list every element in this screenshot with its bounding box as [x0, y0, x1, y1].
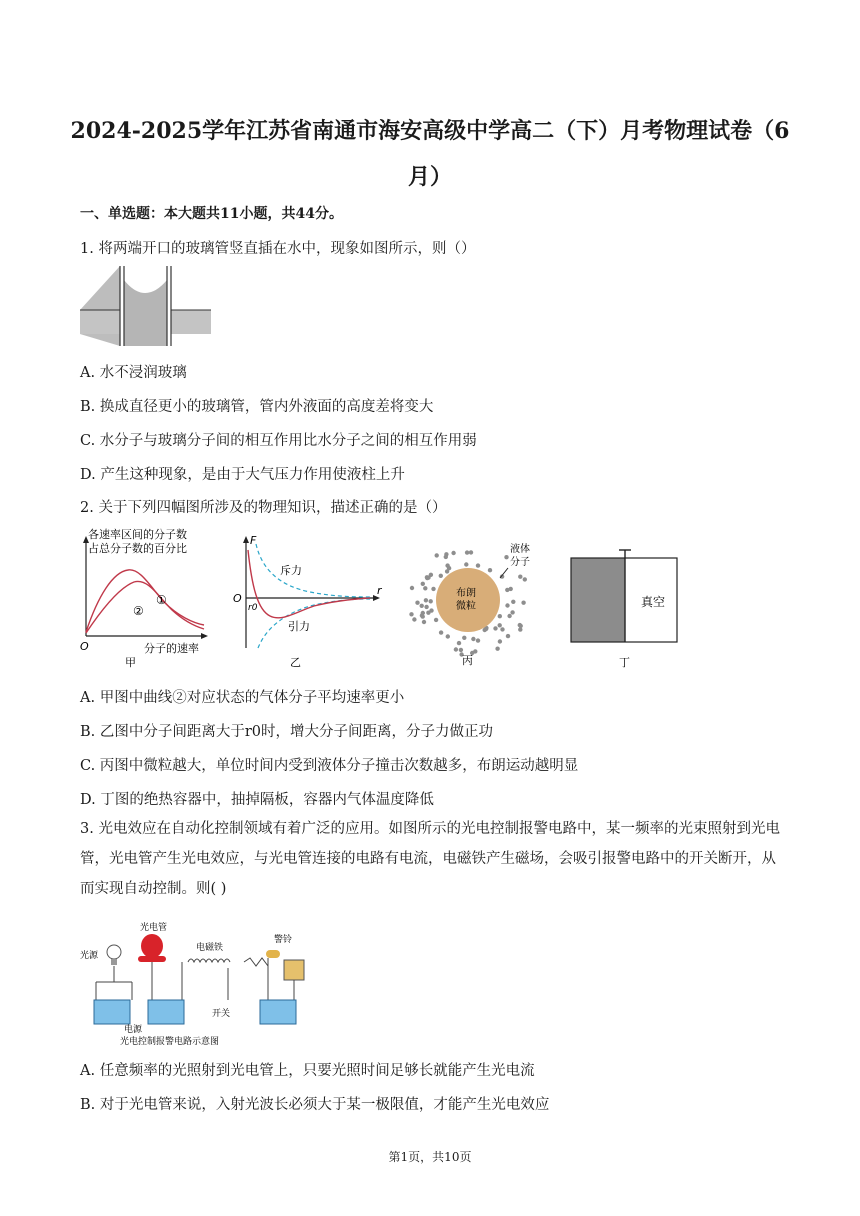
q3-stem: 3. 光电效应在自动化控制领域有着广泛的应用。如图所示的光电控制报警电路中，某一频率的光束照射到光电管，光电管产生光电效应，与光电管连接的电路有电流，电磁铁产生磁场，会吸引报警电路中的开关断开，从而实现自动控制。则( ) [80, 821, 780, 897]
yi-repel-label: 斥力 [280, 564, 302, 577]
liquid-molecule [459, 648, 463, 652]
ding-caption: 丁 [619, 656, 630, 669]
liquid-molecule [505, 603, 509, 607]
circuit-power-label: 电源 [124, 1025, 143, 1035]
circuit-caption: 光电控制报警电路示意图 [120, 1037, 220, 1046]
liquid-molecule [518, 575, 522, 579]
q1-option-a: A. 水不浸润玻璃 [80, 365, 187, 381]
figure-yi [230, 530, 390, 670]
liquid-molecule [429, 573, 433, 577]
liquid-molecule [488, 568, 492, 572]
liquid-molecule [435, 553, 439, 557]
liquid-molecule [422, 620, 426, 624]
liquid-molecule [473, 649, 477, 653]
liquid-molecule [506, 634, 510, 638]
bing-liquid-1: 液体 [510, 544, 530, 555]
figure-jia [78, 526, 218, 670]
q2-option-d: D. 丁图的绝热容器中，抽掉隔板，容器内气体温度降低 [80, 792, 434, 808]
jia-origin: O [80, 640, 89, 653]
jia-ylabel-2: 占总分子数的百分比 [88, 542, 187, 555]
page-title: 2024-2025学年江苏省南通市海安高级中学高二（下）月考物理试卷（6月） [70, 118, 790, 190]
q3-option-a: A. 任意频率的光照射到光电管上，只要光照时间足够长就能产生光电流 [80, 1063, 535, 1079]
liquid-molecule [476, 638, 480, 642]
jia-ylabel-1: 各速率区间的分子数 [88, 528, 187, 541]
liquid-molecule [454, 647, 458, 651]
liquid-molecule [462, 636, 466, 640]
q1-figure [80, 266, 211, 346]
bing-caption: 丙 [462, 654, 473, 667]
q2-option-b: B. 乙图中分子间距离大于r0时，增大分子间距离，分子力做正功 [80, 724, 494, 740]
liquid-molecule [446, 634, 450, 638]
liquid-molecule [429, 608, 433, 612]
jia-caption: 甲 [125, 656, 136, 669]
liquid-molecule [465, 550, 469, 554]
liquid-molecule [471, 637, 475, 641]
liquid-molecule [423, 586, 427, 590]
page-footer: 第1页，共10页 [388, 1150, 472, 1164]
q2-option-c: C. 丙图中微粒越大，单位时间内受到液体分子撞击次数越多，布朗运动越明显 [80, 758, 579, 774]
liquid-molecule [429, 599, 433, 603]
liquid-molecule [493, 626, 497, 630]
q1-stem: 1. 将两端开口的玻璃管竖直插在水中，现象如图所示，则（） [80, 241, 476, 257]
liquid-molecule [420, 604, 424, 608]
jia-curve-1-label: ① [156, 593, 167, 607]
liquid-molecule [511, 600, 515, 604]
liquid-molecule [431, 587, 435, 591]
q2-option-a: A. 甲图中曲线②对应状态的气体分子平均速率更小 [80, 690, 405, 706]
circuit-switch-label: 开关 [212, 1009, 231, 1019]
liquid-molecule [469, 550, 473, 554]
liquid-molecule [421, 611, 425, 615]
liquid-molecule [434, 618, 438, 622]
liquid-molecule [409, 612, 413, 616]
liquid-molecule [510, 610, 514, 614]
liquid-molecule [498, 614, 502, 618]
liquid-molecule [439, 574, 443, 578]
liquid-molecule [500, 627, 504, 631]
q3-option-b: B. 对于光电管来说，入射光波长必须大于某一极限值，才能产生光电效应 [80, 1097, 550, 1113]
yi-axis-r: r [377, 584, 382, 597]
circuit-tube-label: 光电管 [140, 923, 168, 933]
jia-curve-2-label: ② [133, 604, 144, 618]
liquid-molecule [412, 617, 416, 621]
liquid-molecule [498, 639, 502, 643]
bing-particle-2: 微粒 [456, 601, 476, 612]
liquid-molecule [425, 575, 429, 579]
bing-liquid-2: 分子 [510, 557, 530, 568]
figure-bing [400, 540, 550, 670]
circuit-magnet-label: 电磁铁 [196, 943, 224, 953]
liquid-molecule [410, 586, 414, 590]
yi-attract-label: 引力 [288, 620, 310, 633]
liquid-molecule [424, 605, 428, 609]
circuit-bell-label: 警铃 [274, 935, 293, 945]
liquid-molecule [421, 582, 425, 586]
figure-ding [565, 546, 685, 670]
liquid-molecule [521, 601, 525, 605]
q1-option-c: C. 水分子与玻璃分子间的相互作用比水分子之间的相互作用弱 [80, 433, 477, 449]
section-heading: 一、单选题：本大题共11小题，共44分。 [80, 206, 343, 222]
liquid-molecule [457, 641, 461, 645]
yi-origin: O [233, 592, 242, 605]
liquid-molecule [415, 601, 419, 605]
yi-r0: r0 [248, 603, 258, 613]
liquid-molecule [509, 587, 513, 591]
liquid-molecule [523, 577, 527, 581]
liquid-molecule [464, 562, 468, 566]
liquid-molecule [495, 647, 499, 651]
q2-stem: 2. 关于下列四幅图所涉及的物理知识，描述正确的是（） [80, 500, 447, 516]
liquid-molecule [498, 623, 502, 627]
yi-axis-f: F [250, 534, 257, 547]
liquid-molecule [451, 551, 455, 555]
q1-option-b: B. 换成直径更小的玻璃管，管内外液面的高度差将变大 [80, 399, 434, 415]
circuit-light-label: 光源 [80, 951, 99, 961]
bing-particle-1: 布朗 [456, 588, 476, 599]
yi-caption: 乙 [290, 656, 301, 669]
liquid-molecule [444, 552, 448, 556]
ding-vacuum-label: 真空 [641, 595, 666, 609]
liquid-molecule [476, 563, 480, 567]
liquid-molecule [504, 555, 508, 559]
q3-circuit-figure [78, 920, 314, 1046]
liquid-molecule [445, 563, 449, 567]
liquid-molecule [507, 614, 511, 618]
liquid-molecule [439, 630, 443, 634]
liquid-molecule [518, 627, 522, 631]
jia-xlabel: 分子的速率 [144, 642, 199, 655]
liquid-molecule [424, 598, 428, 602]
q1-option-d: D. 产生这种现象，是由于大气压力作用使液柱上升 [80, 467, 405, 483]
